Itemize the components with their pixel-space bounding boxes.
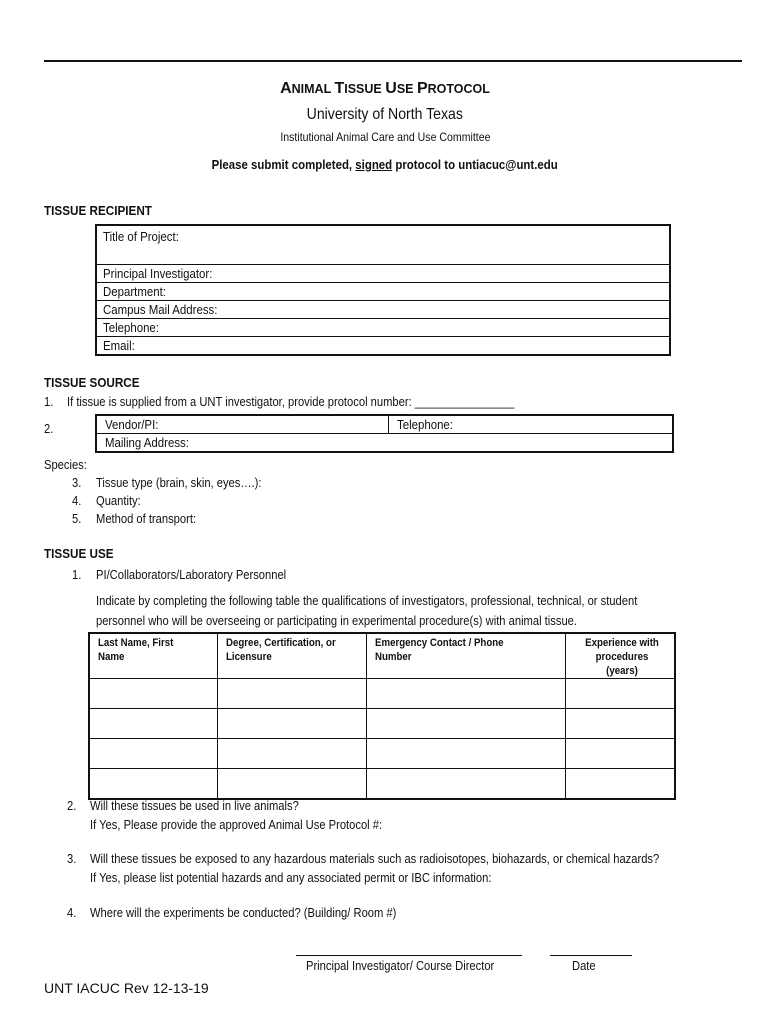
personnel-table <box>88 632 676 800</box>
source-item-1-number: 1. <box>44 394 54 409</box>
question-2-number: 2. <box>67 798 77 813</box>
project-title-field[interactable]: Title of Project: <box>103 229 179 244</box>
table-cell[interactable] <box>218 739 367 769</box>
form-title: ANIMAL TISSUE USE PROTOCOL <box>280 80 490 97</box>
table-row <box>89 769 675 800</box>
species-label: Species: <box>44 457 87 472</box>
use-item-1-number: 1. <box>72 567 82 582</box>
top-rule <box>44 60 742 62</box>
table-cell[interactable] <box>367 709 566 739</box>
table-cell[interactable] <box>89 709 218 739</box>
quantity-label: Quantity: <box>96 493 141 508</box>
table-cell[interactable] <box>367 679 566 709</box>
table-cell[interactable] <box>218 679 367 709</box>
question-2: Will these tissues be used in live animals? <box>90 798 299 813</box>
transport-method-label: Method of transport: <box>96 511 197 526</box>
table-row <box>89 709 675 739</box>
date-line[interactable] <box>550 955 632 956</box>
pi-signature-label: Principal Investigator/ Course Director <box>306 958 495 973</box>
source-item-5-number: 5. <box>72 511 82 526</box>
mailing-address-field[interactable]: Mailing Address: <box>96 434 673 453</box>
email-field[interactable]: Email: <box>96 337 670 356</box>
question-3-followup: If Yes, please list potential hazards and any associated permit or IBC information: <box>90 870 492 885</box>
tissue-source-heading: TISSUE SOURCE <box>44 375 140 390</box>
table-cell[interactable] <box>566 679 676 709</box>
table-cell[interactable] <box>566 739 676 769</box>
university-name: University of North Texas <box>306 106 464 123</box>
source-item-1: If tissue is supplied from a UNT investigator, provide protocol number: ________________ <box>67 394 515 409</box>
table-cell[interactable] <box>367 739 566 769</box>
question-3-number: 3. <box>67 851 77 866</box>
campus-mail-field[interactable]: Campus Mail Address: <box>96 301 670 319</box>
tissue-use-heading: TISSUE USE <box>44 546 114 561</box>
table-cell[interactable] <box>89 679 218 709</box>
table-cell[interactable] <box>566 709 676 739</box>
table-row <box>89 679 675 709</box>
personnel-instructions-line1: Indicate by completing the following table the qualifications of investigators, professional, technical, or student <box>96 593 638 608</box>
table-cell[interactable] <box>218 709 367 739</box>
col-experience-header: Experience with procedures (years) <box>566 633 676 679</box>
recipient-table <box>95 224 671 356</box>
question-4: Where will the experiments be conducted? (Building/ Room #) <box>90 905 397 920</box>
pi-field[interactable]: Principal Investigator: <box>96 265 670 283</box>
telephone-field[interactable]: Telephone: <box>96 319 670 337</box>
question-3: Will these tissues be exposed to any hazardous materials such as radioisotopes, biohazards, or chemical hazards? <box>90 851 660 866</box>
source-item-2-number: 2. <box>44 421 54 436</box>
table-cell[interactable] <box>367 769 566 800</box>
table-cell[interactable] <box>218 769 367 800</box>
submit-instruction: Please submit completed, signed protocol to untiacuc@unt.edu <box>211 157 559 172</box>
col-degree-header: Degree, Certification, or Licensure <box>218 633 367 679</box>
tissue-type-label: Tissue type (brain, skin, eyes….): <box>96 475 262 490</box>
table-cell[interactable] <box>566 769 676 800</box>
committee-name: Institutional Animal Care and Use Committee <box>279 130 491 144</box>
vendor-table <box>95 414 674 453</box>
source-item-4-number: 4. <box>72 493 82 508</box>
personnel-heading: PI/Collaborators/Laboratory Personnel <box>96 567 287 582</box>
department-field[interactable]: Department: <box>96 283 670 301</box>
table-cell[interactable] <box>89 769 218 800</box>
personnel-instructions-line2: personnel who will be overseeing or participating in experimental procedure(s) with animal tissue. <box>96 613 577 628</box>
source-item-3-number: 3. <box>72 475 82 490</box>
date-label: Date <box>572 958 596 973</box>
vendor-field[interactable]: Vendor/PI: <box>96 415 389 434</box>
pi-signature-line[interactable] <box>296 955 522 956</box>
question-4-number: 4. <box>67 905 77 920</box>
tissue-recipient-heading: TISSUE RECIPIENT <box>44 203 152 218</box>
footer-revision: UNT IACUC Rev 12-13-19 <box>44 980 209 996</box>
question-2-followup: If Yes, Please provide the approved Animal Use Protocol #: <box>90 817 383 832</box>
vendor-telephone-field[interactable]: Telephone: <box>389 415 674 434</box>
signed-emphasis: signed <box>355 157 393 172</box>
table-cell[interactable] <box>89 739 218 769</box>
table-row <box>89 739 675 769</box>
col-emergency-header: Emergency Contact / Phone Number <box>367 633 566 679</box>
col-name-header: Last Name, First Name <box>89 633 218 679</box>
